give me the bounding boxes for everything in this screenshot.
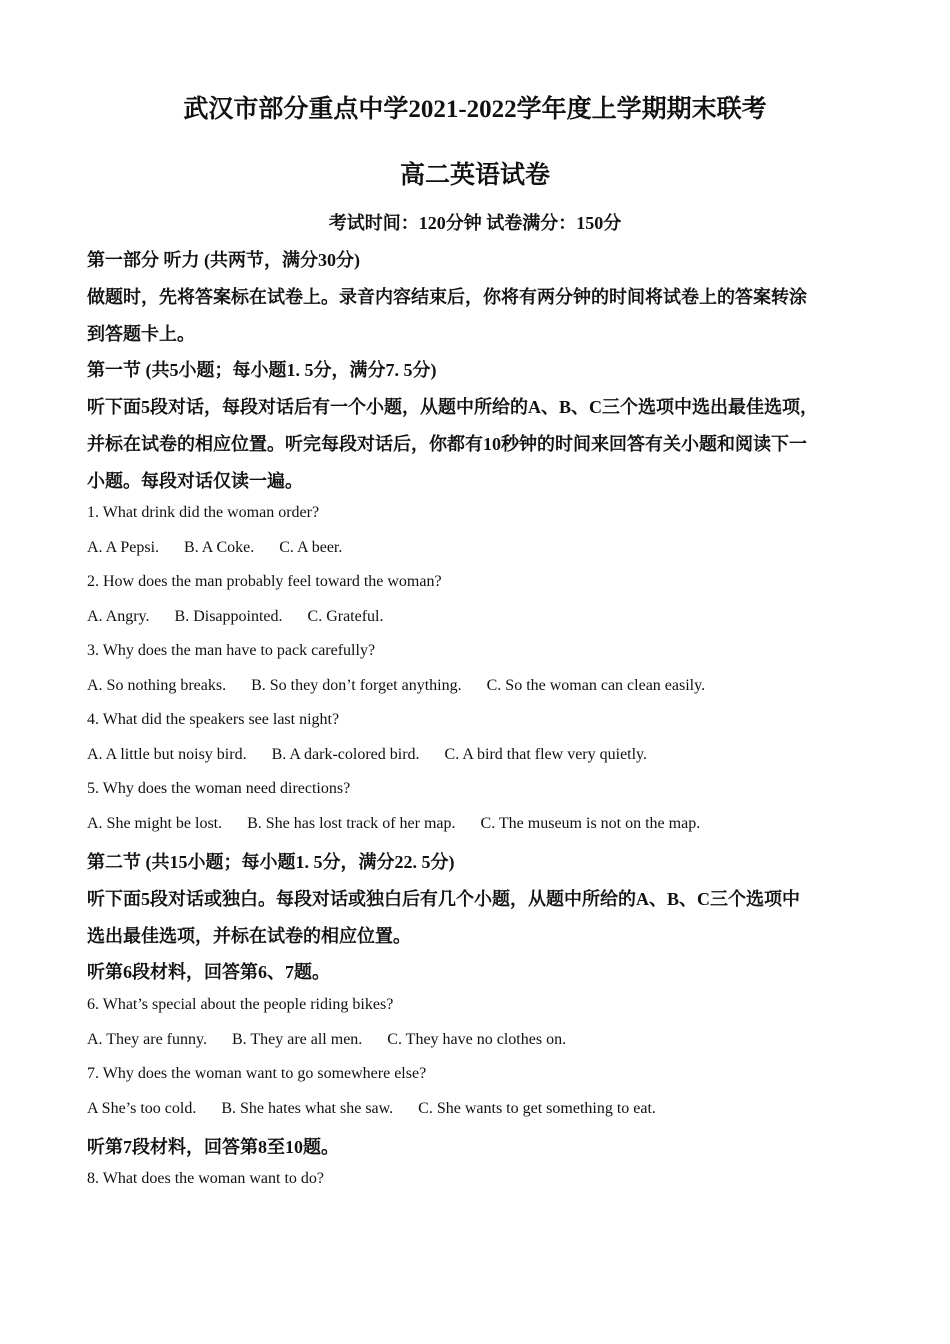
option-c: C. A beer. bbox=[279, 539, 343, 556]
option-b: B. Disappointed. bbox=[174, 608, 283, 625]
question-6: 6. What’s special about the people riding bikes? bbox=[87, 996, 394, 1013]
option-a: A. So nothing breaks. bbox=[87, 677, 227, 694]
option-b: B. She hates what she saw. bbox=[221, 1100, 394, 1117]
section2-instruction-line: 选出最佳选项，并标在试卷的相应位置。 bbox=[87, 926, 411, 946]
question-3-options bbox=[87, 677, 726, 695]
section2-instruction-line: 听下面5段对话或独白。每段对话或独白后有几个小题，从题中所给的A、B、C三个选项中 bbox=[87, 889, 800, 909]
option-a: A. A little but noisy bird. bbox=[87, 746, 247, 763]
part1-instruction-line: 做题时，先将答案标在试卷上。录音内容结束后，你将有两分钟的时间将试卷上的答案转涂 bbox=[87, 287, 807, 307]
question-1-options bbox=[87, 539, 363, 557]
option-c: C. They have no clothes on. bbox=[387, 1031, 567, 1048]
question-3: 3. Why does the man have to pack carefully? bbox=[87, 642, 376, 659]
question-2-options bbox=[87, 608, 405, 626]
option-b: B. A dark-colored bird. bbox=[271, 746, 420, 763]
exam-info: 考试时间：120分钟 试卷满分：150分 bbox=[328, 213, 622, 233]
option-a: A. A Pepsi. bbox=[87, 539, 160, 556]
question-1: 1. What drink did the woman order? bbox=[87, 504, 320, 521]
question-8: 8. What does the woman want to do? bbox=[87, 1170, 324, 1187]
section1-heading: 第一节 (共5小题；每小题1. 5分，满分7. 5分) bbox=[87, 360, 437, 380]
option-a: A. They are funny. bbox=[87, 1031, 207, 1048]
option-c: C. Grateful. bbox=[307, 608, 384, 625]
material7-heading: 听第7段材料，回答第8至10题。 bbox=[87, 1137, 339, 1157]
question-7: 7. Why does the woman want to go somewhere else? bbox=[87, 1065, 427, 1082]
option-c: C. A bird that flew very quietly. bbox=[444, 746, 648, 763]
option-a: A She’s too cold. bbox=[87, 1100, 197, 1117]
option-b: B. A Coke. bbox=[184, 539, 255, 556]
question-6-options bbox=[87, 1031, 587, 1049]
section2-heading: 第二节 (共15小题；每小题1. 5分，满分22. 5分) bbox=[87, 852, 455, 872]
option-b: B. They are all men. bbox=[231, 1031, 363, 1048]
question-5-options bbox=[87, 815, 721, 833]
section1-instruction-line: 小题。每段对话仅读一遍。 bbox=[87, 471, 303, 491]
exam-subtitle: 高二英语试卷 bbox=[399, 162, 550, 189]
option-a: A. Angry. bbox=[87, 608, 150, 625]
question-2: 2. How does the man probably feel toward the woman? bbox=[87, 573, 442, 590]
section1-instruction-line: 听下面5段对话，每段对话后有一个小题，从题中所给的A、B、C三个选项中选出最佳选项， bbox=[87, 397, 818, 417]
option-a: A. She might be lost. bbox=[87, 815, 223, 832]
option-c: C. The museum is not on the map. bbox=[480, 815, 701, 832]
part1-heading: 第一部分 听力 (共两节，满分30分) bbox=[87, 250, 360, 270]
question-7-options bbox=[87, 1100, 677, 1118]
question-5: 5. Why does the woman need directions? bbox=[87, 780, 351, 797]
question-4: 4. What did the speakers see last night? bbox=[87, 711, 340, 728]
part1-instruction-line: 到答题卡上。 bbox=[87, 324, 195, 344]
option-b: B. She has lost track of her map. bbox=[247, 815, 456, 832]
option-c: C. She wants to get something to eat. bbox=[418, 1100, 656, 1117]
section1-instruction-line: 并标在试卷的相应位置。听完每段对话后，你都有10秒钟的时间来回答有关小题和阅读下一 bbox=[87, 434, 807, 454]
question-4-options bbox=[87, 746, 668, 764]
option-c: C. So the woman can clean easily. bbox=[486, 677, 706, 694]
option-b: B. So they don’t forget anything. bbox=[251, 677, 462, 694]
exam-title: 武汉市部分重点中学2021-2022学年度上学期期末联考 bbox=[183, 96, 767, 123]
material6-heading: 听第6段材料，回答第6、7题。 bbox=[87, 962, 330, 982]
